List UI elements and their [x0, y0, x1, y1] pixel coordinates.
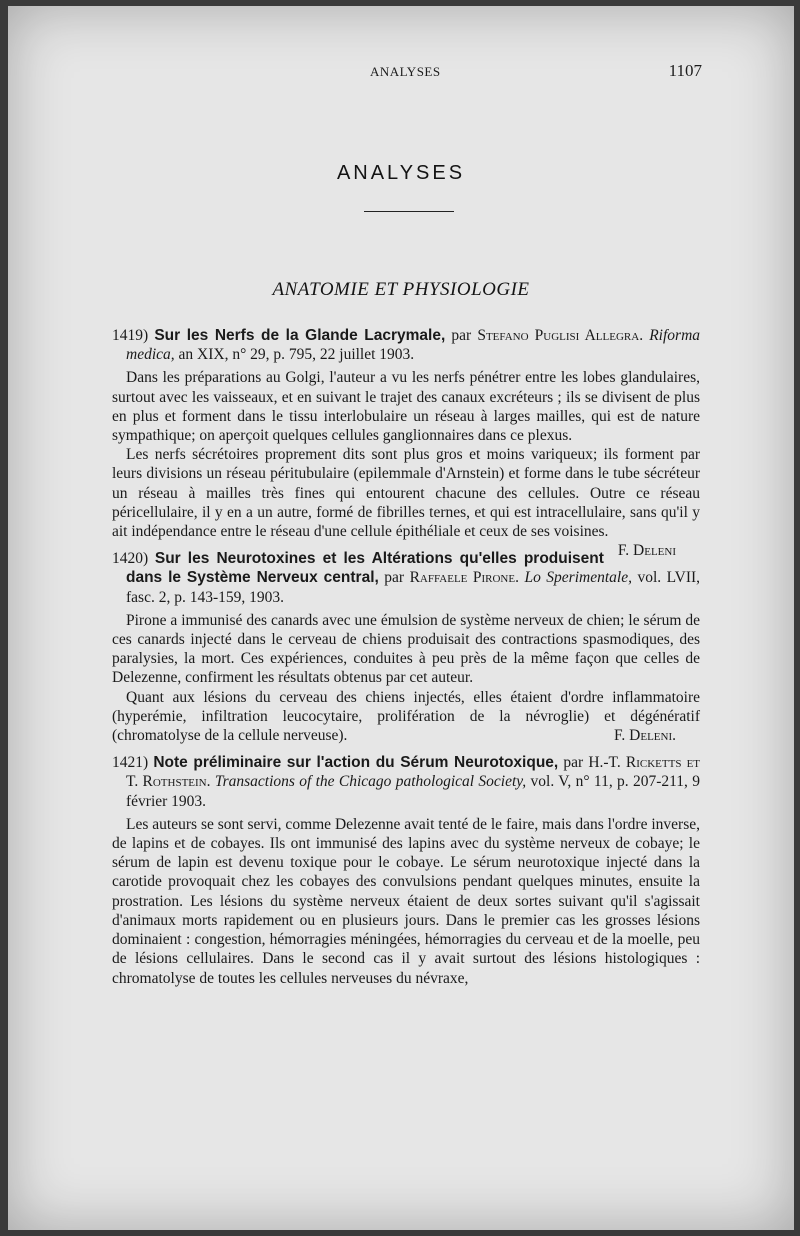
article-journal: Lo Sperimentale, [524, 569, 632, 587]
article-reference: vol. V, n° 11, p. 207-211, 9 février 1903. [126, 773, 701, 810]
article-heading [112, 326, 700, 364]
section-title: ANATOMIE ET PHYSIOLOGIE [272, 279, 530, 300]
article-title: Sur les Neurotoxines et les Altérations qu'elles produisent dans le Système Nerveux central, [126, 550, 604, 587]
by-word: par [451, 327, 472, 344]
running-title: ANALYSES [370, 64, 441, 79]
article-journal: Riforma medica, [126, 327, 701, 364]
title-rule [364, 211, 454, 212]
paragraph-text: Les nerfs sécrétoires proprement dits sont plus gros et moins variqueux; ils forment par leurs divisions un réseau péritubulaire (epilemmale d'Arnstein) et forme dans le tube sécréteur un réseau à mailles très fines qui entourent chacune des cellules. Outre ce réseau péricellulaire, il y en a un autre, formé de fibrilles ternes, et qui est intracellulaire, sans qu'il y ait indépendance entre le réseau d'une cellule épithéliale et ceux de ses voisines. [112, 446, 700, 541]
page [8, 6, 794, 1230]
article-paragraph: Dans les préparations au Golgi, l'auteur a vu les nerfs pénétrer entre les lobes glandulaires, surtout avec les vaisseaux, et en suivant le trajet des canaux excréteurs ; ils se divisent de plus en plus et forment dans le tissu interlobulaire un réseau à larges mailles, qui est de nature sympathique; on aperçoit quelques cellules ganglionnaires dans ce plexus. [112, 369, 700, 445]
article-heading [112, 753, 700, 811]
article-journal: Transactions of the Chicago pathological Society, [214, 773, 527, 791]
by-word: par [384, 569, 405, 587]
article-reference: vol. LVII, fasc. 2, p. 143-159, 1903. [126, 569, 701, 606]
article-reference: an XIX, n° 29, p. 795, 22 juillet 1903. [178, 346, 415, 364]
article-number: 1420) [112, 550, 149, 568]
article-number: 1421) [112, 754, 149, 772]
article-signature: F. Deleni [617, 542, 676, 560]
page-number: 1107 [668, 61, 702, 80]
article-paragraph: Pirone a immunisé des canards avec une émulsion de système nerveux de chien; le sérum de ces canards injecté dans le cerveau de chiens produisait des contractions spasmodiques, des paralysies, la mort. Ces expériences, conduites à peu près de la même façon que celles de Delezenne, confirment les résultats obtenus par cet auteur. [112, 611, 700, 687]
article-1420 [112, 549, 700, 745]
article-paragraph: Les auteurs se sont servi, comme Delezenne avait tenté de le faire, mais dans l'ordre inverse, de lapins et de cobayes. Ils ont immunisé des lapins avec du système nerveux de cobaye; le sérum de lapin est devenu toxique pour le cobaye. Le sérum neurotoxique injecté dans la carotide provoquait chez les cobayes des convulsions pendant quelques minutes, ensuite la prostration. Les lésions du système nerveux étaient de deux sortes suivant qu'il s'agissait d'animaux morts rapidement ou en plusieurs jours. Dans le premier cas les grosses lésions dominaient : congestion, hémorragies méningées, hémorragies du cerveau et de la moelle, peu de lésions cellulaires. Dans le second cas il y avait surtout des lésions histologiques : chromatolyse de toutes les cellules nerveuses du névraxe, [112, 815, 700, 987]
article-paragraph [112, 688, 700, 746]
article-title: Note préliminaire sur l'action du Sérum Neurotoxique, [153, 754, 559, 772]
article-signature: F. Deleni. [614, 727, 676, 745]
article-1421 [112, 753, 700, 987]
article-list [112, 326, 700, 996]
by-word: par [563, 754, 584, 772]
article-author: H.-T. Ricketts et T. Rothstein. [126, 754, 701, 791]
article-author: Raffaele Pirone. [409, 569, 519, 587]
paragraph-text: Quant aux lésions du cerveau des chiens injectés, elles étaient d'ordre inflammatoire (hyperémie, infiltration leucocytaire, prolifération de la névroglie) et dégénératif (chromatolyse de la cellule nerveuse). [112, 688, 700, 745]
article-title: Sur les Nerfs de la Glande Lacrymale, [154, 327, 446, 344]
article-author: Stefano Puglisi Allegra. [477, 327, 644, 344]
page-title: ANALYSES [336, 162, 466, 184]
article-number: 1419) [112, 327, 149, 344]
